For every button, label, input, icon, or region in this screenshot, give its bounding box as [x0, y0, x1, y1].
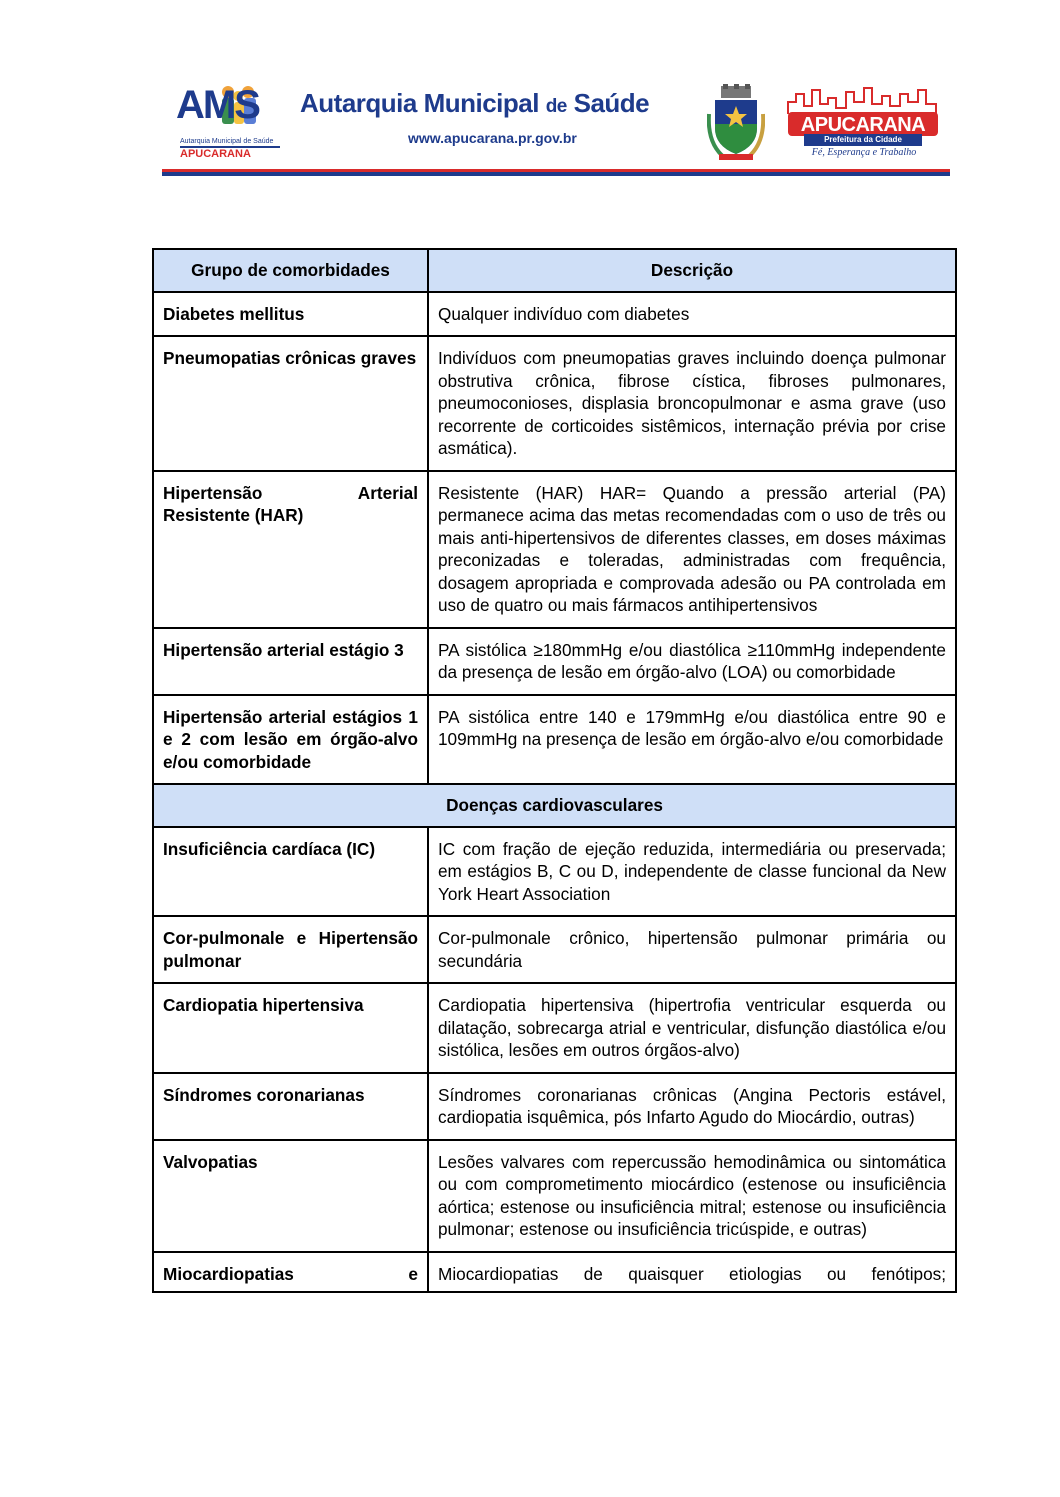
group-cell: Pneumopatias crônicas graves — [153, 336, 428, 471]
group-cell: Diabetes mellitus — [153, 292, 428, 337]
description-cell: PA sistólica ≥180mmHg e/ou diastólica ≥110mmHg independente da presença de lesão em órgão-alvo (LOA) ou comorbidade — [428, 628, 956, 695]
group-cell: Hipertensão Arterial Resistente (HAR) — [153, 471, 428, 628]
table-row — [153, 471, 956, 628]
ams-logo-city: APUCARANA — [180, 148, 251, 160]
table-row — [153, 336, 956, 471]
city-logo-motto: Fé, Esperança e Trabalho — [811, 147, 917, 158]
column-header-group: Grupo de comorbidades — [153, 249, 428, 292]
table-row — [153, 292, 956, 337]
description-cell: Lesões valvares com repercussão hemodinâmica ou sintomática ou com comprometimento miocárdico (estenose ou insuficiência aórtica; estenose ou insuficiência mitral; estenose ou insuficiência pulmonar; estenose ou insuficiência tricúspide, e outras) — [428, 1140, 956, 1252]
description-cell: PA sistólica entre 140 e 179mmHg e/ou diastólica entre 90 e 109mmHg na presença de lesão em órgão-alvo e/ou comorbidade — [428, 695, 956, 785]
description-cell: IC com fração de ejeção reduzida, intermediária ou preservada; em estágios B, C ou D, independente de classe funcional da New York Heart Association — [428, 827, 956, 917]
table-row — [153, 916, 956, 983]
table-row — [153, 827, 956, 917]
group-cell: Síndromes coronarianas — [153, 1073, 428, 1140]
section-header-row — [153, 784, 956, 827]
banner-stripe-navy — [162, 172, 950, 176]
ams-logo — [176, 80, 296, 168]
table-row — [153, 1140, 956, 1252]
ams-logo-subtitle: Autarquia Municipal de Saúde — [180, 138, 274, 145]
apucarana-city-logo — [784, 84, 942, 164]
banner-title: Autarquia Municipal de Saúde — [300, 88, 650, 118]
table-row — [153, 983, 956, 1073]
description-cell: Resistente (HAR) HAR= Quando a pressão arterial (PA) permanece acima das metas recomendadas com o uso de três ou mais anti-hipertensivos de diferentes classes, em doses máximas preconizadas e toleradas, administradas com frequência, dosagem apropriada e comprovada adesão ou PA controlada em uso de quatro ou mais fármacos antihipertensivos — [428, 471, 956, 628]
table-row — [153, 695, 956, 785]
city-logo-subtitle: Prefeitura da Cidade — [824, 135, 902, 144]
description-cell: Cor-pulmonale crônico, hipertensão pulmonar primária ou secundária — [428, 916, 956, 983]
section-title: Doenças cardiovasculares — [153, 784, 956, 827]
description-cell: Cardiopatia hipertensiva (hipertrofia ventricular esquerda ou dilatação, sobrecarga atrial e ventricular, disfunção diastólica e/ou sistólica, lesões em outros órgãos-alvo) — [428, 983, 956, 1073]
description-cell: Qualquer indivíduo com diabetes — [428, 292, 956, 337]
group-cell: Valvopatias — [153, 1140, 428, 1252]
group-cell: Cor-pulmonale e Hipertensão pulmonar — [153, 916, 428, 983]
description-cell: Miocardiopatias de quaisquer etiologias ou fenótipos; — [428, 1252, 956, 1292]
city-logo-name: APUCARANA — [800, 114, 926, 136]
description-cell: Síndromes coronarianas crônicas (Angina Pectoris estável, cardiopatia isquêmica, pós Infarto Agudo do Miocárdio, outras) — [428, 1073, 956, 1140]
ams-logo-text: AMS — [176, 83, 259, 127]
comorbidities-table — [152, 248, 957, 1293]
banner-url: www.apucarana.pr.gov.br — [408, 130, 577, 146]
table-row — [153, 628, 956, 695]
table-row — [153, 1252, 956, 1292]
table-header-row — [153, 249, 956, 292]
group-cell: Insuficiência cardíaca (IC) — [153, 827, 428, 917]
column-header-description: Descrição — [428, 249, 956, 292]
header-banner — [162, 74, 950, 176]
description-cell: Indivíduos com pneumopatias graves incluindo doença pulmonar obstrutiva crônica, fibrose cística, fibroses pulmonares, pneumoconioses, displasia broncopulmonar e asma grave (uso recorrente de corticoides sistêmicos, internação prévia por crise asmática). — [428, 336, 956, 471]
group-cell: Cardiopatia hipertensiva — [153, 983, 428, 1073]
group-cell: Miocardiopatias e — [153, 1252, 428, 1292]
municipal-crest-icon — [707, 84, 765, 162]
table-row — [153, 1073, 956, 1140]
group-cell: Hipertensão arterial estágio 3 — [153, 628, 428, 695]
group-cell: Hipertensão arterial estágios 1 e 2 com lesão em órgão-alvo e/ou comorbidade — [153, 695, 428, 785]
